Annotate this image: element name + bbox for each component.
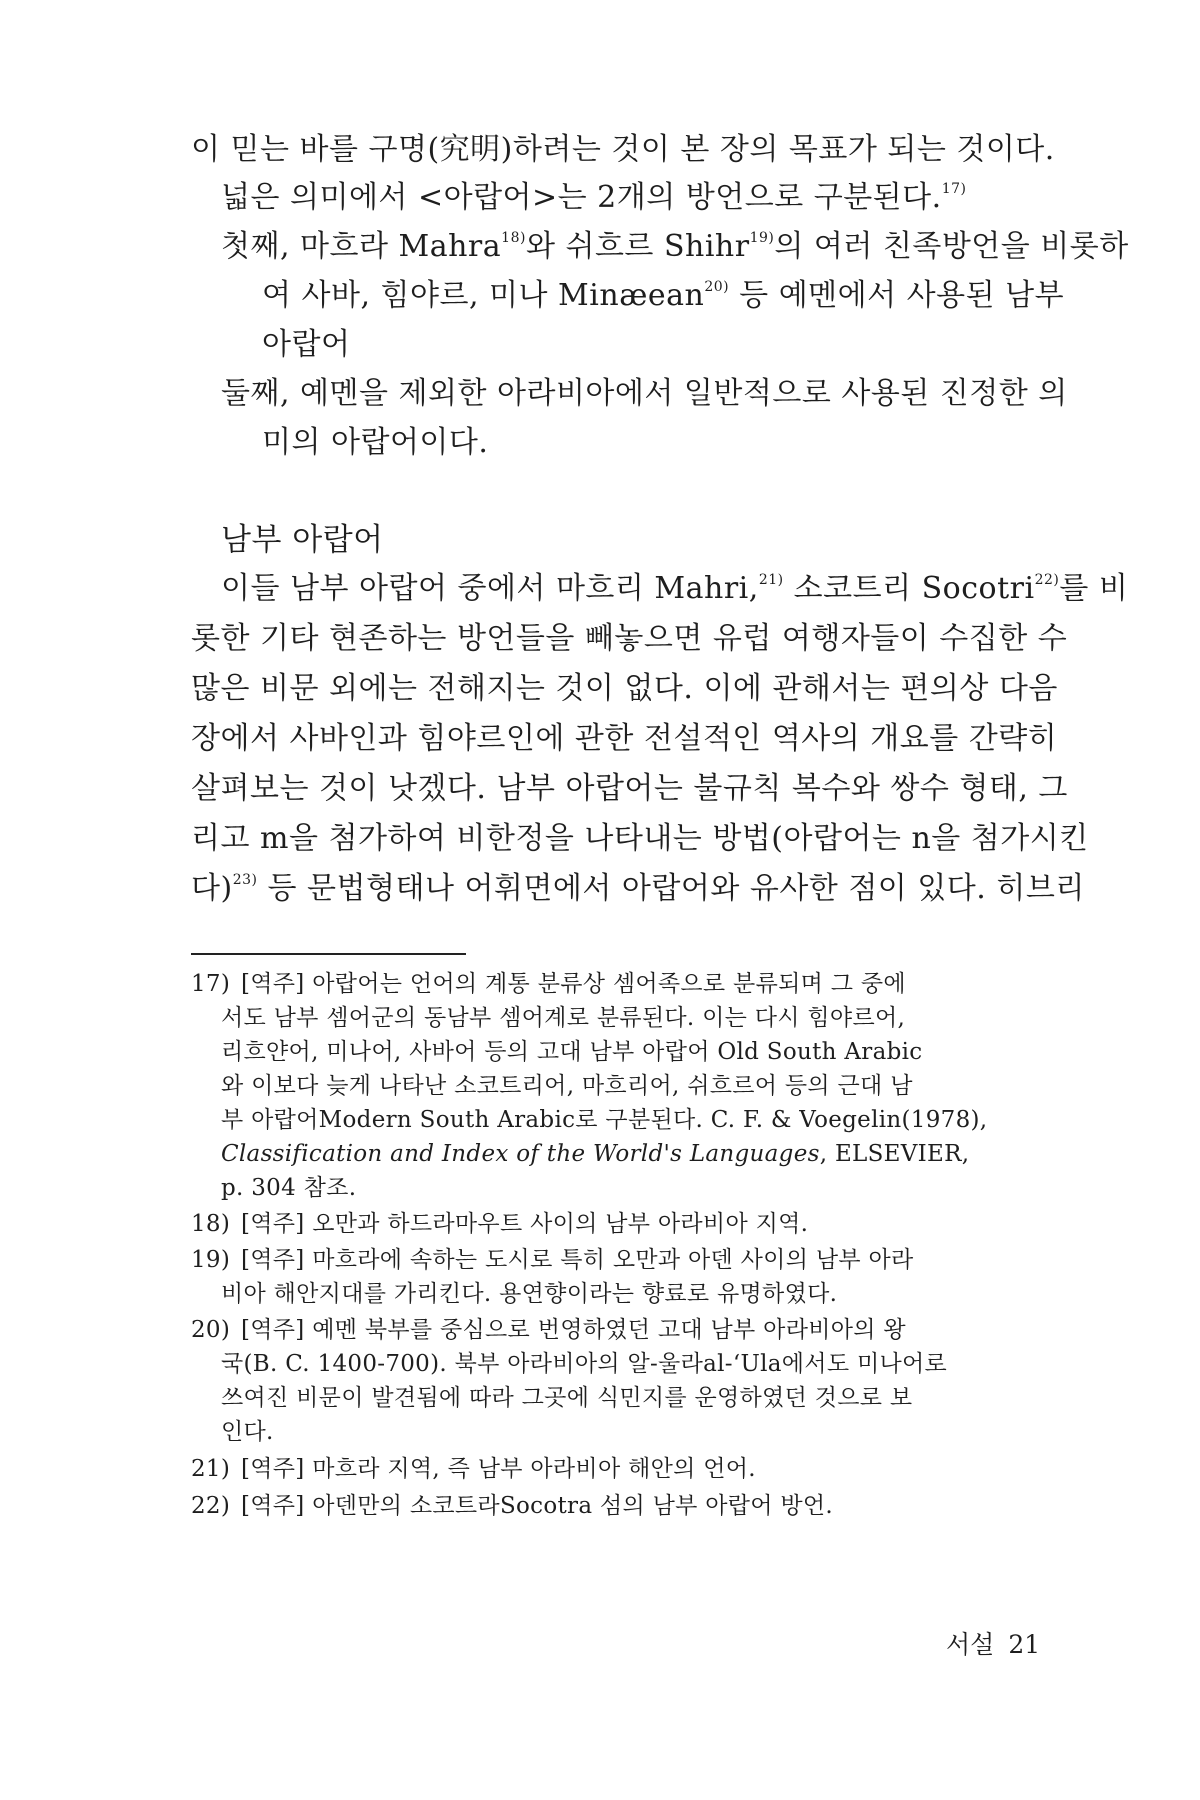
body-line-3	[221, 227, 1129, 267]
para-line-6: 리고 m을 첨가하여 비한정을 나타내는 방법(아랍어는 n을 첨가시킨	[191, 821, 1089, 856]
footnote-21	[191, 1452, 756, 1486]
footnote-20	[191, 1313, 906, 1347]
body-text: 넓은 의미에서 <아랍어>는 2개의 방언으로 구분된다.	[221, 180, 942, 215]
footnote-17-line: 서도 남부 셈어군의 동남부 셈어계로 분류된다. 이는 다시 힘야르어,	[221, 1005, 906, 1031]
footnote-number: 19)	[191, 1247, 231, 1273]
footnote-text: [역주] 아랍어는 언어의 계통 분류상 셈어족으로 분류되며 그 중에	[241, 971, 906, 997]
body-line-2	[221, 178, 966, 218]
footnote-17-line: p. 304 참조.	[221, 1175, 357, 1201]
para-line-2: 롯한 기타 현존하는 방언들을 빼놓으면 유럽 여행자들이 수집한 수	[191, 621, 1068, 656]
footnote-19	[191, 1243, 914, 1277]
footnote-20-line: 인다.	[221, 1419, 274, 1445]
footnote-18	[191, 1207, 808, 1241]
footnote-ref-18: 18)	[501, 230, 526, 246]
body-text: 이들 남부 아랍어 중에서 마흐리 Mahri,	[221, 571, 759, 606]
footnote-number: 22)	[191, 1493, 231, 1519]
footnote-ref-19: 19)	[749, 230, 775, 246]
footnote-ref-17: 17)	[941, 181, 967, 197]
page-folio	[946, 1627, 1040, 1663]
footnote-20-line: 쓰여진 비문이 발견됨에 따라 그곳에 식민지를 운영하였던 것으로 보	[221, 1385, 913, 1411]
running-section: 서설	[946, 1630, 995, 1659]
footnote-ref-21: 21)	[758, 572, 784, 588]
footnote-number: 21)	[191, 1456, 231, 1482]
book-title: Classification and Index of the World's Languages	[221, 1141, 820, 1167]
footnote-text: [역주] 예멘 북부를 중심으로 번영하였던 고대 남부 아라비아의 왕	[241, 1317, 906, 1343]
para-line-7	[191, 869, 1085, 909]
body-text: 등 예멘에서 사용된 남부	[729, 278, 1065, 313]
footnote-text: [역주] 마흐라 지역, 즉 남부 아라비아 해안의 언어.	[241, 1456, 756, 1482]
body-text: 와 쉬흐르 Shihr	[525, 229, 750, 264]
footnote-19-line: 비아 해안지대를 가리킨다. 용연향이라는 향료로 유명하였다.	[221, 1281, 838, 1307]
para-line-1	[221, 569, 1128, 609]
body-line-4	[262, 276, 1064, 316]
body-line-5: 아랍어	[262, 327, 351, 362]
body-line-7: 미의 아랍어이다.	[262, 425, 489, 460]
body-text: 를 비	[1059, 571, 1129, 606]
para-line-5: 살펴보는 것이 낫겠다. 남부 아랍어는 불규칙 복수와 쌍수 형태, 그	[191, 771, 1068, 806]
footnote-ref-22: 22)	[1034, 572, 1060, 588]
body-line-6: 둘째, 예멘을 제외한 아라비아에서 일반적으로 사용된 진정한 의	[221, 376, 1068, 411]
body-text: 여 사바, 힘야르, 미나 Minæean	[262, 278, 705, 313]
footnote-17-line	[221, 1137, 969, 1171]
footnote-20-line: 국(B. C. 1400-700). 북부 아라비아의 알-울라al-‘Ula에서도 미나어로	[221, 1351, 948, 1377]
footnote-ref-20: 20)	[704, 279, 730, 295]
section-heading: 남부 아랍어	[221, 522, 384, 558]
footnote-22	[191, 1489, 833, 1523]
footnote-number: 18)	[191, 1211, 231, 1237]
footnote-text: , ELSEVIER,	[819, 1141, 970, 1167]
footnote-17-line: 부 아랍어Modern South Arabic로 구분된다. C. F. & Voegelin(1978),	[221, 1107, 988, 1133]
body-text: 첫째, 마흐라 Mahra	[221, 229, 502, 264]
para-line-3: 많은 비문 외에는 전해지는 것이 없다. 이에 관해서는 편의상 다음	[191, 671, 1058, 706]
body-text: 소코트리 Socotri	[783, 571, 1035, 606]
footnote-divider	[191, 953, 466, 955]
footnote-number: 20)	[191, 1317, 231, 1343]
footnote-17	[191, 967, 906, 1001]
footnote-17-line: 리흐얀어, 미나어, 사바어 등의 고대 남부 아랍어 Old South Arabic	[221, 1039, 923, 1065]
footnote-text: [역주] 오만과 하드라마우트 사이의 남부 아라비아 지역.	[241, 1211, 809, 1237]
body-text: 등 문법형태나 어휘면에서 아랍어와 유사한 점이 있다. 히브리	[257, 871, 1085, 906]
body-text: 다)	[191, 871, 233, 906]
body-text: 의 여러 친족방언을 비롯하	[774, 229, 1129, 264]
para-line-4: 장에서 사바인과 힘야르인에 관한 전설적인 역사의 개요를 간략히	[191, 721, 1058, 756]
body-line-1: 이 믿는 바를 구명(究明)하려는 것이 본 장의 목표가 되는 것이다.	[191, 132, 1055, 167]
page-number: 21	[1008, 1630, 1041, 1659]
footnote-ref-23: 23)	[232, 872, 258, 888]
footnote-17-line: 와 이보다 늦게 나타난 소코트리어, 마흐리어, 쉬흐르어 등의 근대 남	[221, 1073, 913, 1099]
footnote-text: [역주] 마흐라에 속하는 도시로 특히 오만과 아덴 사이의 남부 아라	[241, 1247, 914, 1273]
footnote-number: 17)	[191, 971, 231, 997]
footnote-text: [역주] 아덴만의 소코트라Socotra 섬의 남부 아랍어 방언.	[241, 1493, 834, 1519]
